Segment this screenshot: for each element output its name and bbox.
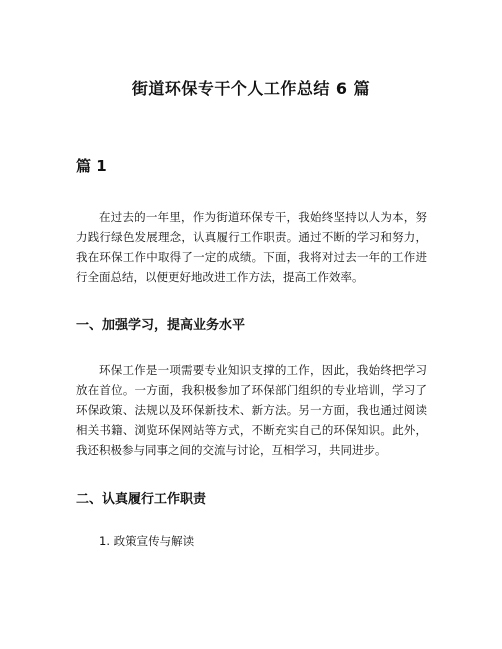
study-paragraph: 环保工作是一项需要专业知识支撑的工作，因此，我始终把学习放在首位。一方面，我积极参加了环保部门组织的专业培训，学习了环保政策、法规以及环保新技术、新方法。另一方面，我也通过阅读相关书籍、浏览环保网站等方式，不断充实自己的环保知识。此外，我还积极参与同事之间的交流与讨论，互相学习，共同进步。 xyxy=(76,363,427,457)
subheading-duties: 二、认真履行工作职责 xyxy=(76,492,207,507)
subheading-study: 一、加强学习，提高业务水平 xyxy=(76,318,246,333)
section-heading: 篇 1 xyxy=(76,157,107,175)
intro-paragraph: 在过去的一年里，作为街道环保专干，我始终坚持以人为本，努力践行绿色发展理念，认真履行工作职责。通过不断的学习和努力，我在环保工作中取得了一定的成绩。下面，我将对过去一年的工作进行全面总结，以便更好地改进工作方法，提高工作效率。 xyxy=(76,210,427,284)
document-title: 街道环保专干个人工作总结 6 篇 xyxy=(131,79,371,98)
list-item: 1. 政策宣传与解读 xyxy=(99,534,195,548)
